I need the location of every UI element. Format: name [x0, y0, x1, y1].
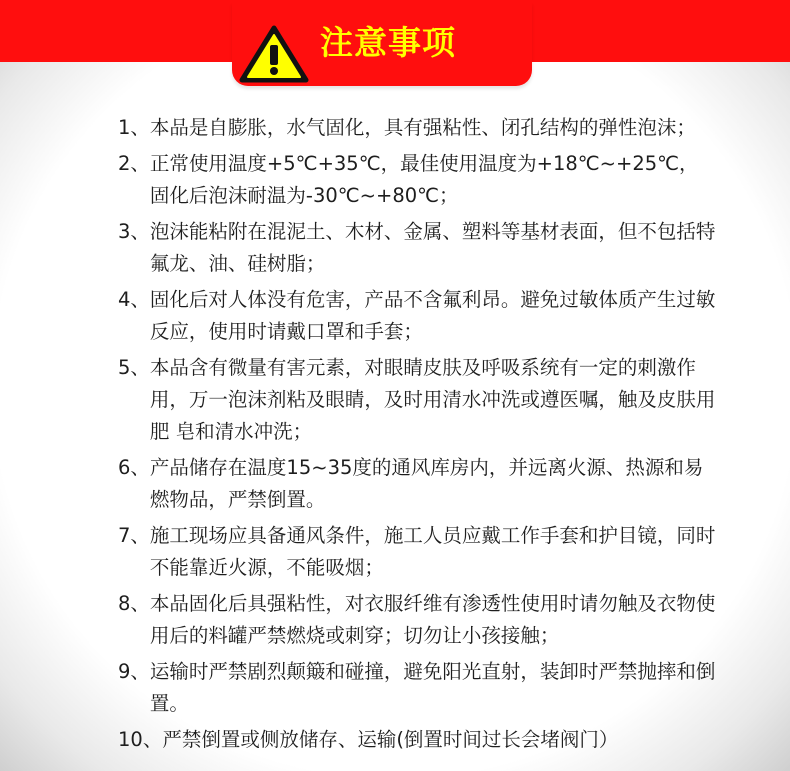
note-number: 1、	[118, 116, 150, 139]
note-text: 施工现场应具备通风条件，施工人员应戴工作手套和护目镜，同时不能靠近火源，不能吸烟；	[149, 524, 716, 579]
note-text: 固化后对人体没有危害，产品不含氟利昂。避免过敏体质产生过敏反应，使用时请戴口罩和手套；	[149, 288, 716, 343]
notes-list	[118, 112, 718, 760]
note-item	[118, 588, 718, 652]
note-item	[118, 148, 718, 212]
note-number: 2、	[118, 152, 150, 175]
note-number: 7、	[118, 524, 150, 547]
note-item	[118, 352, 718, 448]
note-number: 8、	[118, 592, 150, 615]
note-text: 本品固化后具强粘性，对衣服纤维有渗透性使用时请勿触及衣物使用后的料罐严禁燃烧或刺穿；切勿让小孩接触；	[149, 592, 716, 647]
note-number: 5、	[118, 356, 150, 379]
note-text: 产品储存在温度15~35度的通风库房内，并远离火源、热源和易燃物品，严禁倒置。	[149, 456, 704, 511]
note-number: 6、	[118, 456, 150, 479]
note-text: 运输时严禁剧烈颠簸和碰撞，避免阳光直射，装卸时严禁抛摔和倒置。	[149, 660, 716, 715]
note-number: 3、	[118, 220, 150, 243]
note-item	[118, 216, 718, 280]
note-item	[118, 520, 718, 584]
note-item	[118, 284, 718, 348]
note-text: 泡沫能粘附在混泥土、木材、金属、塑料等基材表面，但不包括特氟龙、油、硅树脂；	[149, 220, 716, 275]
page-title: 注意事项	[320, 23, 456, 62]
note-item	[118, 656, 718, 720]
note-text: 严禁倒置或侧放储存、运输(倒置时间过长会堵阀门）	[162, 728, 619, 751]
note-item	[118, 452, 718, 516]
note-number: 9、	[118, 660, 150, 683]
warning-icon	[239, 25, 309, 83]
note-text: 正常使用温度+5℃+35℃，最佳使用温度为+18℃~+25℃，固化后泡沫耐温为-30℃~+80℃；	[149, 152, 699, 207]
note-text: 本品是自膨胀，水气固化，具有强粘性、闭孔结构的弹性泡沫；	[149, 116, 696, 139]
note-number: 4、	[118, 288, 150, 311]
note-text: 本品含有微量有害元素，对眼睛皮肤及呼吸系统有一定的刺激作用，万一泡沫剂粘及眼睛，及时用清水冲洗或遵医嘱，触及皮肤用肥 皂和清水冲洗；	[149, 356, 716, 443]
note-item	[118, 724, 718, 756]
note-number: 10、	[118, 728, 163, 751]
note-item	[118, 112, 718, 144]
